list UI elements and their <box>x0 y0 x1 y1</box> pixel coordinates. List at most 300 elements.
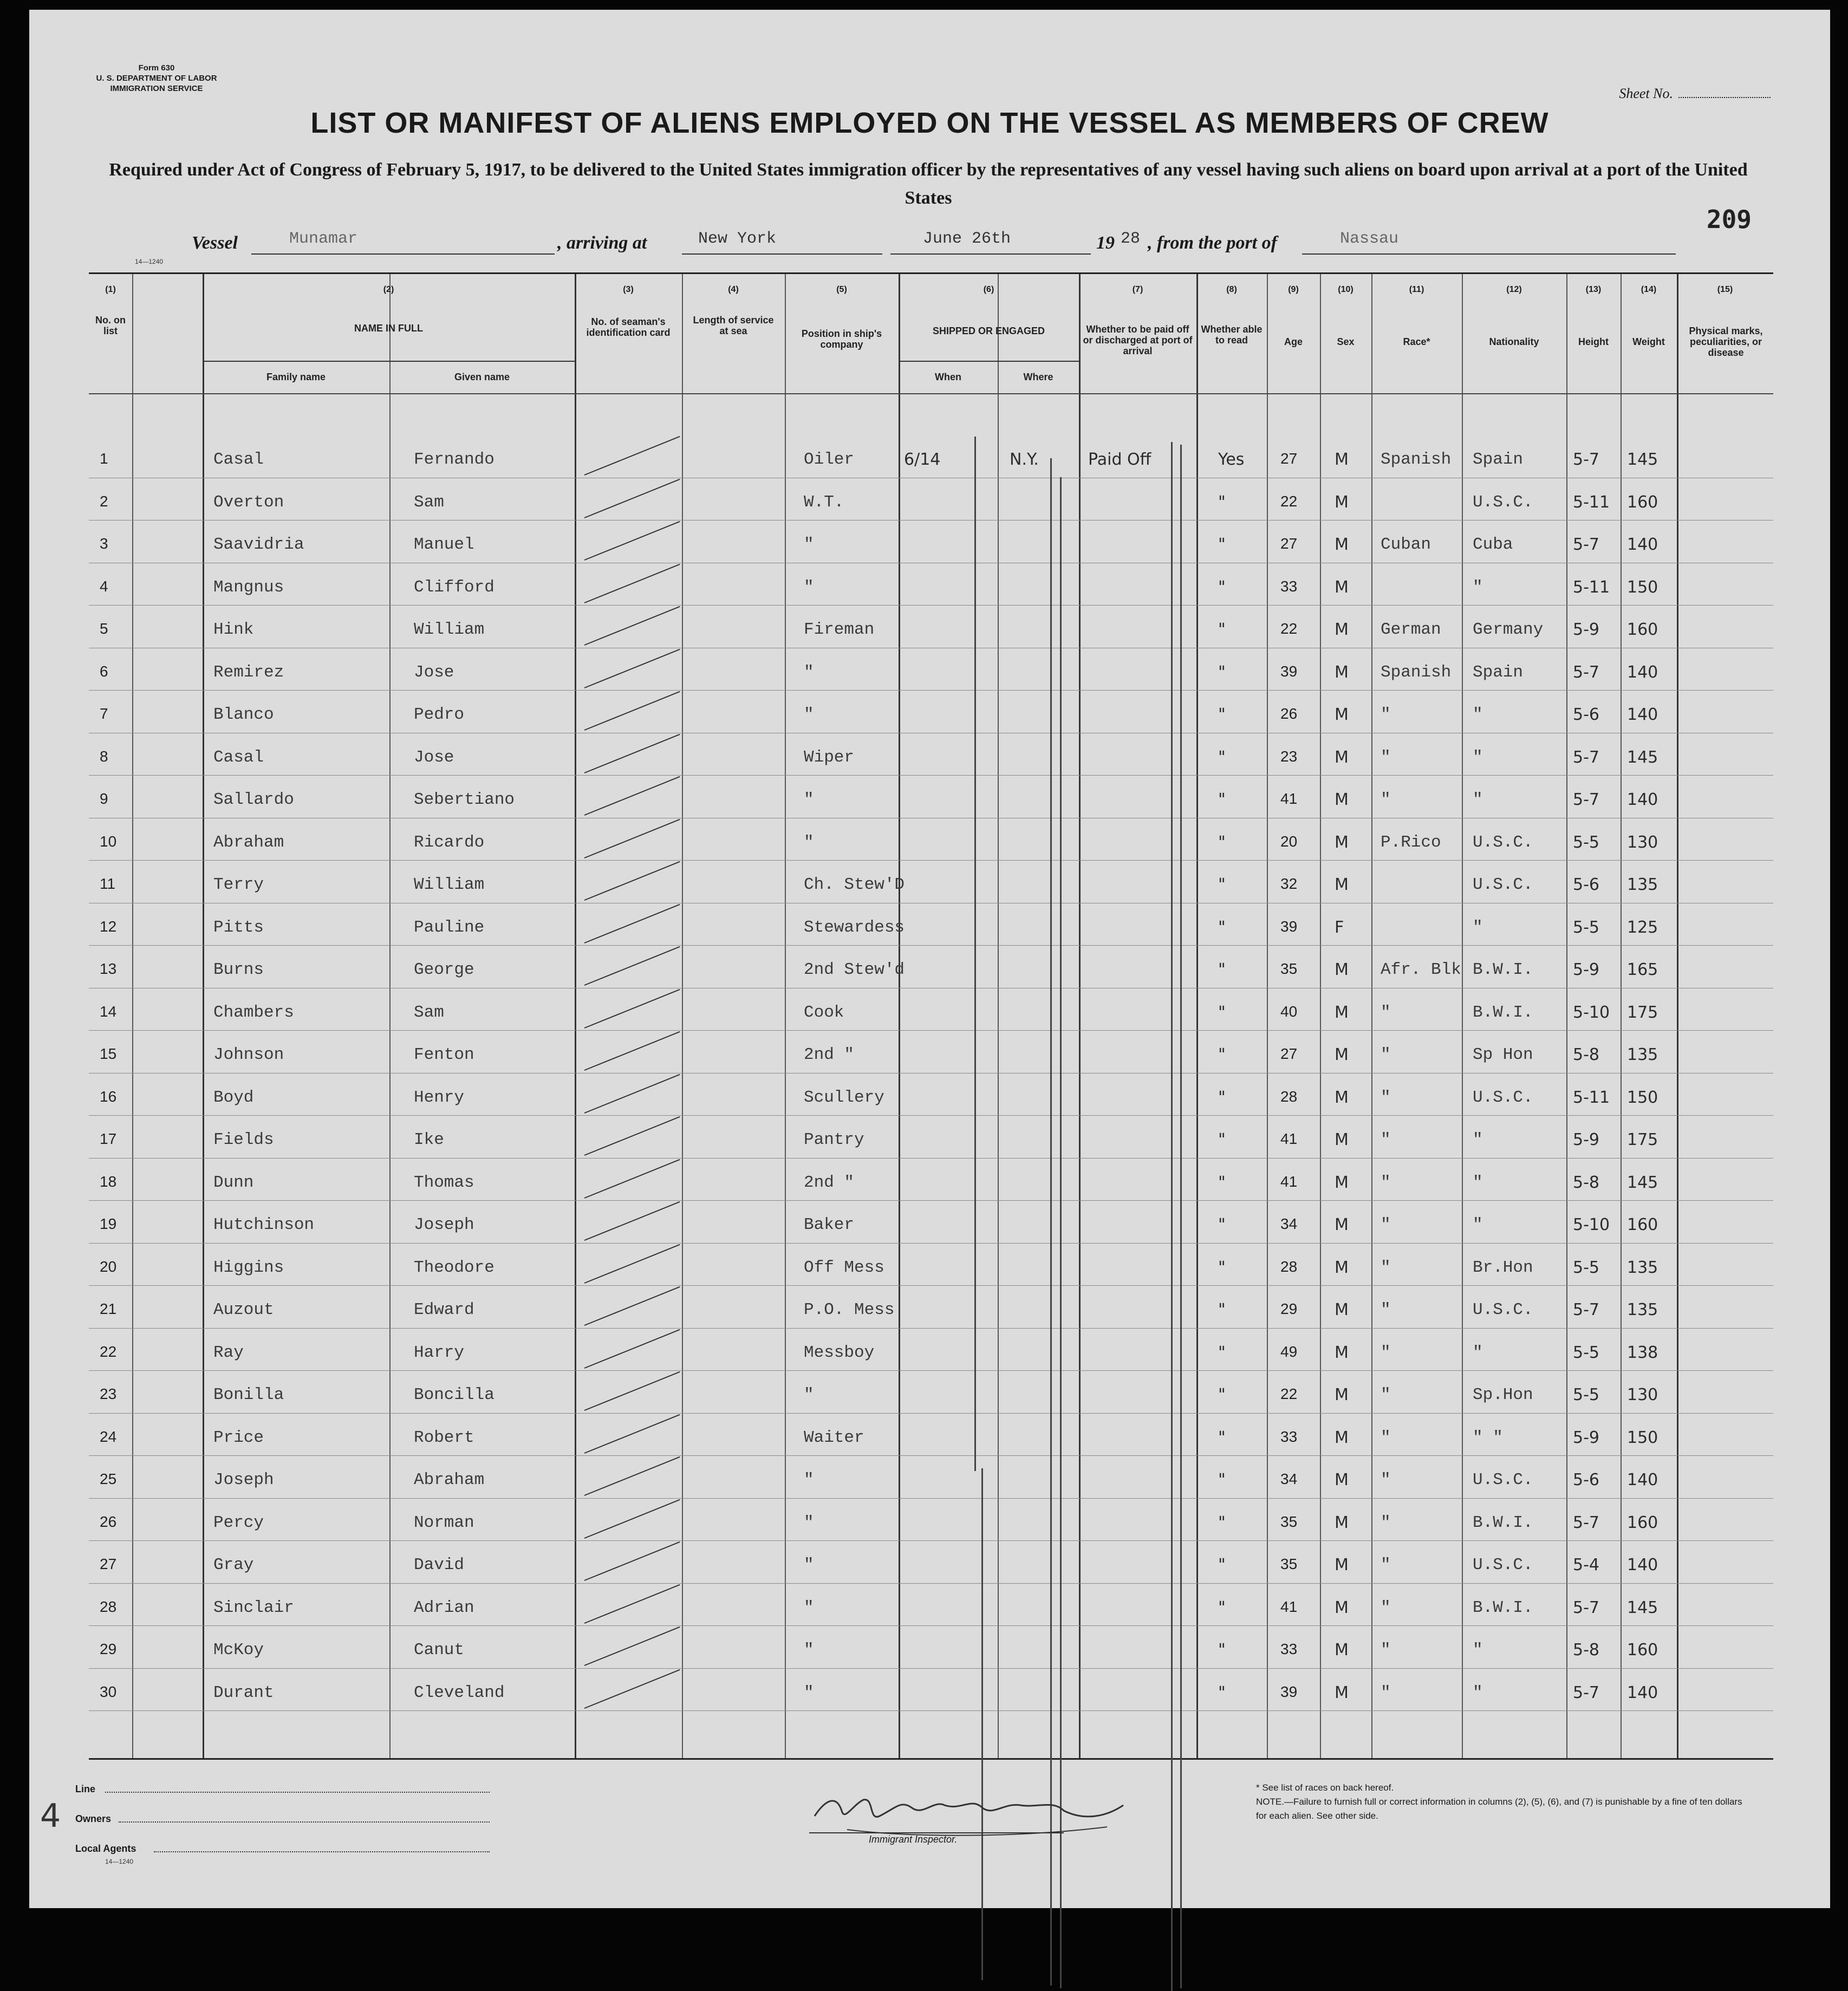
row-age: 22 <box>1280 492 1298 510</box>
row-read: " <box>1218 747 1226 767</box>
row-rule <box>89 1370 1773 1371</box>
row-position: 2nd Stew'd <box>804 960 905 979</box>
margin-mark: 4 <box>40 1797 61 1835</box>
check-mark <box>584 1286 680 1326</box>
row-sex: M <box>1335 705 1349 724</box>
row-nat: B.W.I. <box>1473 1598 1533 1617</box>
check-mark <box>584 1371 680 1411</box>
row-weight: 140 <box>1627 705 1658 724</box>
row-weight: 160 <box>1627 492 1658 512</box>
check-mark <box>584 988 680 1028</box>
row-read: " <box>1218 620 1226 639</box>
manifest-sheet <box>29 10 1830 1908</box>
colnum-15: (15) <box>1717 285 1733 294</box>
colnum-7: (7) <box>1132 285 1143 294</box>
header-paid-off: Whether to be paid off or discharged at port of arrival <box>1083 324 1193 356</box>
agents-code: 14—1240 <box>105 1858 134 1865</box>
row-nat: " <box>1473 918 1483 937</box>
row-sex: M <box>1335 1258 1349 1277</box>
row-weight: 150 <box>1627 577 1658 597</box>
row-sex: M <box>1335 1641 1349 1660</box>
row-weight: 135 <box>1627 875 1658 894</box>
row-nat: B.W.I. <box>1473 1003 1533 1022</box>
row-position: Scullery <box>804 1088 884 1107</box>
row-read: " <box>1218 1003 1226 1022</box>
row-age: 22 <box>1280 1385 1298 1402</box>
header-physical-marks: Physical marks, peculiarities, or disease <box>1689 326 1763 358</box>
row-nat: Br.Hon <box>1473 1258 1533 1277</box>
colnum-14: (14) <box>1641 285 1657 294</box>
row-position: " <box>804 1641 814 1660</box>
row-height: 5-7 <box>1573 662 1599 682</box>
row-read: " <box>1218 1385 1226 1404</box>
arriving-port: New York <box>698 230 777 248</box>
row-height: 5-7 <box>1573 1513 1599 1532</box>
row-race: " <box>1381 1385 1391 1404</box>
form-identifier <box>89 63 224 94</box>
colnum-10: (10) <box>1338 285 1354 294</box>
row-read: " <box>1218 1641 1226 1660</box>
voyage-line <box>192 222 1681 260</box>
row-family: Hink <box>213 620 254 639</box>
row-no: 8 <box>100 747 108 765</box>
row-given: George <box>414 960 474 979</box>
row-family: Casal <box>213 747 264 767</box>
row-no: 27 <box>100 1556 117 1572</box>
row-position: Fireman <box>804 620 875 639</box>
colnum-5: (5) <box>836 285 847 294</box>
colnum-8: (8) <box>1226 285 1237 294</box>
row-sex: F <box>1335 918 1344 937</box>
row-sex: M <box>1335 535 1349 554</box>
row-given: Manuel <box>414 535 474 554</box>
row-rule <box>89 1328 1773 1329</box>
check-mark <box>584 1201 680 1241</box>
row-weight: 140 <box>1627 662 1658 682</box>
row-position: " <box>804 1385 814 1404</box>
check-mark <box>584 1456 680 1496</box>
row-given: Ike <box>414 1130 444 1149</box>
row-age: 32 <box>1280 875 1298 892</box>
row-position: Baker <box>804 1215 855 1234</box>
row-rule <box>89 1413 1773 1414</box>
row-position: Oiler <box>804 450 855 469</box>
row-position: " <box>804 705 814 724</box>
row-race: " <box>1381 1471 1391 1489</box>
row-given: Pedro <box>414 705 465 724</box>
row-age: 33 <box>1280 1428 1298 1445</box>
check-mark <box>584 1499 680 1538</box>
check-mark <box>584 1159 680 1198</box>
row-sex: M <box>1335 577 1349 597</box>
print-code: 14—1240 <box>135 258 164 265</box>
row-position: " <box>804 1513 814 1532</box>
row-read: " <box>1218 535 1226 554</box>
row-race: P.Rico <box>1381 832 1441 852</box>
row-read: " <box>1218 492 1226 512</box>
row-no: 1 <box>100 450 108 467</box>
row-race: " <box>1381 1215 1391 1234</box>
row-sex: M <box>1335 662 1349 682</box>
row-position: P.O. Mess <box>804 1300 895 1319</box>
header-seaman-id: No. of seaman's identification card <box>586 316 671 338</box>
header-given-name: Given name <box>454 372 510 382</box>
row-no: 14 <box>100 1003 117 1020</box>
row-given: Joseph <box>414 1215 474 1234</box>
row-family: Percy <box>213 1513 264 1532</box>
row-height: 5-6 <box>1573 705 1599 724</box>
row-weight: 135 <box>1627 1258 1658 1277</box>
row-rule <box>89 1030 1773 1031</box>
row-race: Spanish <box>1381 450 1452 469</box>
check-mark <box>584 818 680 858</box>
row-age: 49 <box>1280 1343 1298 1360</box>
row-position: Pantry <box>804 1130 864 1149</box>
row-rule <box>89 775 1773 776</box>
row-age: 33 <box>1280 577 1298 595</box>
row-age: 22 <box>1280 620 1298 637</box>
row-no: 25 <box>100 1471 117 1487</box>
row-nat: " <box>1473 1343 1483 1362</box>
row-age: 20 <box>1280 832 1298 850</box>
row-family: Blanco <box>213 705 274 724</box>
header-family-name: Family name <box>266 372 326 382</box>
row-sex: M <box>1335 747 1349 767</box>
check-mark <box>584 648 680 688</box>
row-given: Norman <box>414 1513 474 1532</box>
row-sex: M <box>1335 1045 1349 1064</box>
row-position: Messboy <box>804 1343 875 1362</box>
row-rule <box>89 860 1773 861</box>
vessel-label: Vessel <box>192 233 238 253</box>
row-height: 5-9 <box>1573 1130 1599 1149</box>
row-sex: M <box>1335 1385 1349 1404</box>
penalty-note: NOTE.—Failure to furnish full or correct information in columns (2), (5), (6), and (7) is punishable by a fine of ten dollars for each alien. See other side. <box>1256 1797 1742 1821</box>
row-position: Waiter <box>804 1428 864 1447</box>
row-family: Auzout <box>213 1300 274 1319</box>
row-age: 41 <box>1280 1173 1298 1190</box>
row-sex: M <box>1335 1428 1349 1447</box>
row-given: Fernando <box>414 450 494 469</box>
row-read: " <box>1218 1258 1226 1277</box>
row-read: " <box>1218 875 1226 894</box>
row-family: Ray <box>213 1343 244 1362</box>
row-family: Higgins <box>213 1258 284 1277</box>
row-height: 5-5 <box>1573 832 1599 852</box>
row-no: 21 <box>100 1300 117 1317</box>
row-family: Pitts <box>213 918 264 937</box>
row-weight: 140 <box>1627 535 1658 554</box>
row-position: Ch. Stew'D <box>804 875 905 894</box>
row-height: 5-5 <box>1573 1385 1599 1404</box>
header-age: Age <box>1284 336 1303 347</box>
check-mark <box>584 1584 680 1623</box>
row-age: 27 <box>1280 450 1298 467</box>
row-nat: " <box>1473 1130 1483 1149</box>
row-nat: U.S.C. <box>1473 832 1533 852</box>
check-mark <box>584 521 680 561</box>
row-nat: " <box>1473 1683 1483 1702</box>
row-given: Theodore <box>414 1258 494 1277</box>
ditto-line-where <box>1050 458 1052 1986</box>
row-given: William <box>414 875 485 894</box>
row-sex: M <box>1335 1003 1349 1022</box>
row-nat: B.W.I. <box>1473 1513 1533 1532</box>
row-read: Yes <box>1218 450 1245 469</box>
row-race: " <box>1381 1598 1391 1617</box>
row-no: 7 <box>100 705 108 722</box>
row-given: Edward <box>414 1300 474 1319</box>
row-race: " <box>1381 1045 1391 1064</box>
row-given: David <box>414 1556 465 1574</box>
row-weight: 140 <box>1627 1556 1658 1574</box>
row-nat: U.S.C. <box>1473 875 1533 894</box>
row-weight: 175 <box>1627 1003 1658 1022</box>
row-nat: Germany <box>1473 620 1544 639</box>
check-mark <box>584 1244 680 1283</box>
row-where: N.Y. <box>1010 450 1039 469</box>
row-rule <box>89 690 1773 691</box>
row-read: " <box>1218 1130 1226 1149</box>
check-mark <box>584 861 680 901</box>
row-read: " <box>1218 1045 1226 1064</box>
sheet-number-field <box>1619 86 1771 102</box>
line-label: Line <box>75 1784 96 1794</box>
header-nationality: Nationality <box>1489 336 1539 347</box>
row-height: 5-8 <box>1573 1045 1599 1064</box>
row-sex: M <box>1335 1556 1349 1574</box>
row-age: 35 <box>1280 1556 1298 1572</box>
check-mark <box>584 1669 680 1708</box>
row-no: 16 <box>100 1088 117 1105</box>
row-nat: B.W.I. <box>1473 960 1533 979</box>
row-read: " <box>1218 1471 1226 1489</box>
row-read: " <box>1218 1088 1226 1107</box>
row-age: 28 <box>1280 1088 1298 1105</box>
row-weight: 145 <box>1627 1173 1658 1192</box>
row-read: " <box>1218 1215 1226 1234</box>
header-shipped: SHIPPED OR ENGAGED <box>932 326 1045 336</box>
row-read: " <box>1218 960 1226 979</box>
row-rule <box>89 1200 1773 1201</box>
vessel-name: Munamar <box>289 230 358 248</box>
row-when: 6/14 <box>904 450 941 469</box>
row-rule <box>89 1668 1773 1669</box>
row-age: 29 <box>1280 1300 1298 1317</box>
row-nat: " <box>1473 705 1483 724</box>
row-given: Harry <box>414 1343 465 1362</box>
row-rule <box>89 1243 1773 1244</box>
row-position: " <box>804 577 814 597</box>
row-read: " <box>1218 1173 1226 1192</box>
row-height: 5-10 <box>1573 1215 1610 1234</box>
row-race: " <box>1381 1003 1391 1022</box>
row-age: 41 <box>1280 1598 1298 1615</box>
row-sex: M <box>1335 450 1349 469</box>
row-nat: U.S.C. <box>1473 1471 1533 1489</box>
row-weight: 150 <box>1627 1088 1658 1107</box>
row-weight: 165 <box>1627 960 1658 979</box>
row-height: 5-7 <box>1573 1683 1599 1702</box>
row-no: 2 <box>100 492 108 510</box>
row-position: " <box>804 832 814 852</box>
check-mark <box>584 776 680 816</box>
colnum-13: (13) <box>1585 285 1602 294</box>
crew-table <box>89 272 1773 1760</box>
inspector-signature <box>804 1778 1140 1843</box>
row-position: " <box>804 1598 814 1617</box>
row-height: 5-11 <box>1573 577 1610 597</box>
row-given: Clifford <box>414 577 494 597</box>
row-height: 5-7 <box>1573 1598 1599 1617</box>
row-given: Jose <box>414 747 454 767</box>
row-read: " <box>1218 705 1226 724</box>
header-weight: Weight <box>1632 336 1665 347</box>
row-family: McKoy <box>213 1641 264 1660</box>
row-no: 10 <box>100 832 117 850</box>
row-sex: M <box>1335 960 1349 979</box>
row-race: German <box>1381 620 1441 639</box>
row-weight: 160 <box>1627 620 1658 639</box>
check-mark <box>584 478 680 518</box>
row-position: W.T. <box>804 492 844 512</box>
check-mark <box>584 691 680 731</box>
row-sex: M <box>1335 1088 1349 1107</box>
row-family: Dunn <box>213 1173 254 1192</box>
row-height: 5-7 <box>1573 1300 1599 1319</box>
row-given: Ricardo <box>414 832 485 852</box>
sheet-number: 209 <box>1706 205 1752 234</box>
check-mark <box>584 903 680 943</box>
header-where: Where <box>1023 372 1053 382</box>
row-rule <box>89 1540 1773 1541</box>
row-family: Johnson <box>213 1045 284 1064</box>
inspector-label: Immigrant Inspector. <box>869 1834 958 1845</box>
row-position: " <box>804 1556 814 1574</box>
colnum-3: (3) <box>623 285 634 294</box>
row-height: 5-9 <box>1573 1428 1599 1447</box>
row-given: Thomas <box>414 1173 474 1192</box>
colnum-9: (9) <box>1288 285 1299 294</box>
colnum-1: (1) <box>105 285 116 294</box>
row-age: 40 <box>1280 1003 1298 1020</box>
row-height: 5-5 <box>1573 1258 1599 1277</box>
row-family: Sinclair <box>213 1598 294 1617</box>
row-no: 24 <box>100 1428 117 1445</box>
row-no: 20 <box>100 1258 117 1275</box>
header-name-in-full: NAME IN FULL <box>354 323 423 334</box>
row-race: " <box>1381 1173 1391 1192</box>
row-sex: M <box>1335 620 1349 639</box>
row-no: 26 <box>100 1513 117 1530</box>
row-age: 34 <box>1280 1215 1298 1232</box>
row-given: Pauline <box>414 918 485 937</box>
colnum-12: (12) <box>1506 285 1522 294</box>
row-family: Abraham <box>213 832 284 852</box>
row-weight: 135 <box>1627 1300 1658 1319</box>
row-nat: Spain <box>1473 450 1524 469</box>
row-race: " <box>1381 1513 1391 1532</box>
row-weight: 140 <box>1627 790 1658 809</box>
row-given: Canut <box>414 1641 465 1660</box>
check-mark <box>584 1414 680 1453</box>
row-family: Burns <box>213 960 264 979</box>
row-height: 5-9 <box>1573 620 1599 639</box>
row-nat: " <box>1473 747 1483 767</box>
row-age: 39 <box>1280 918 1298 935</box>
row-race: " <box>1381 1428 1391 1447</box>
row-position: " <box>804 1683 814 1702</box>
row-no: 9 <box>100 790 108 807</box>
row-sex: M <box>1335 1215 1349 1234</box>
row-weight: 175 <box>1627 1130 1658 1149</box>
row-height: 5-11 <box>1573 492 1610 512</box>
row-race: " <box>1381 705 1391 724</box>
row-position: " <box>804 662 814 682</box>
row-position: 2nd " <box>804 1173 855 1192</box>
row-sex: M <box>1335 1598 1349 1617</box>
colnum-11: (11) <box>1409 285 1424 294</box>
check-mark <box>584 606 680 646</box>
row-height: 5-4 <box>1573 1556 1599 1574</box>
ditto-line-where-2 <box>1060 477 1062 1988</box>
row-age: 34 <box>1280 1471 1298 1487</box>
row-sex: M <box>1335 832 1349 852</box>
row-age: 41 <box>1280 790 1298 807</box>
header-able-read: Whether able to read <box>1201 324 1263 346</box>
row-no: 18 <box>100 1173 117 1190</box>
row-weight: 130 <box>1627 1385 1658 1404</box>
department: U. S. DEPARTMENT OF LABOR <box>96 74 217 83</box>
row-given: Sam <box>414 492 444 512</box>
row-given: Fenton <box>414 1045 474 1064</box>
row-given: Robert <box>414 1428 474 1447</box>
row-age: 28 <box>1280 1258 1298 1275</box>
check-mark <box>584 436 680 476</box>
row-race: " <box>1381 747 1391 767</box>
row-sex: M <box>1335 875 1349 894</box>
header-height: Height <box>1578 336 1609 347</box>
row-height: 5-6 <box>1573 1471 1599 1489</box>
row-position: Off Mess <box>804 1258 884 1277</box>
row-rule <box>89 1455 1773 1456</box>
row-position: " <box>804 535 814 554</box>
arrival-date: June 26th <box>923 230 1011 248</box>
check-mark <box>584 1116 680 1156</box>
row-family: Terry <box>213 875 264 894</box>
row-family: Mangnus <box>213 577 284 597</box>
row-family: Remirez <box>213 662 284 682</box>
sheet-label: Sheet No. <box>1619 86 1673 101</box>
row-age: 27 <box>1280 535 1298 552</box>
check-mark <box>584 1073 680 1113</box>
row-position: " <box>804 790 814 809</box>
row-height: 5-5 <box>1573 1343 1599 1362</box>
row-family: Durant <box>213 1683 274 1702</box>
row-given: Cleveland <box>414 1683 505 1702</box>
row-age: 33 <box>1280 1641 1298 1657</box>
colnum-2: (2) <box>383 285 394 294</box>
row-family: Overton <box>213 492 284 512</box>
row-no: 28 <box>100 1598 117 1615</box>
race-note: * See list of races on back hereof. <box>1256 1782 1394 1793</box>
row-height: 5-8 <box>1573 1641 1599 1660</box>
row-read: " <box>1218 662 1226 682</box>
row-no: 3 <box>100 535 108 552</box>
row-nat: Spain <box>1473 662 1524 682</box>
row-rule <box>89 605 1773 606</box>
row-height: 5-11 <box>1573 1088 1610 1107</box>
